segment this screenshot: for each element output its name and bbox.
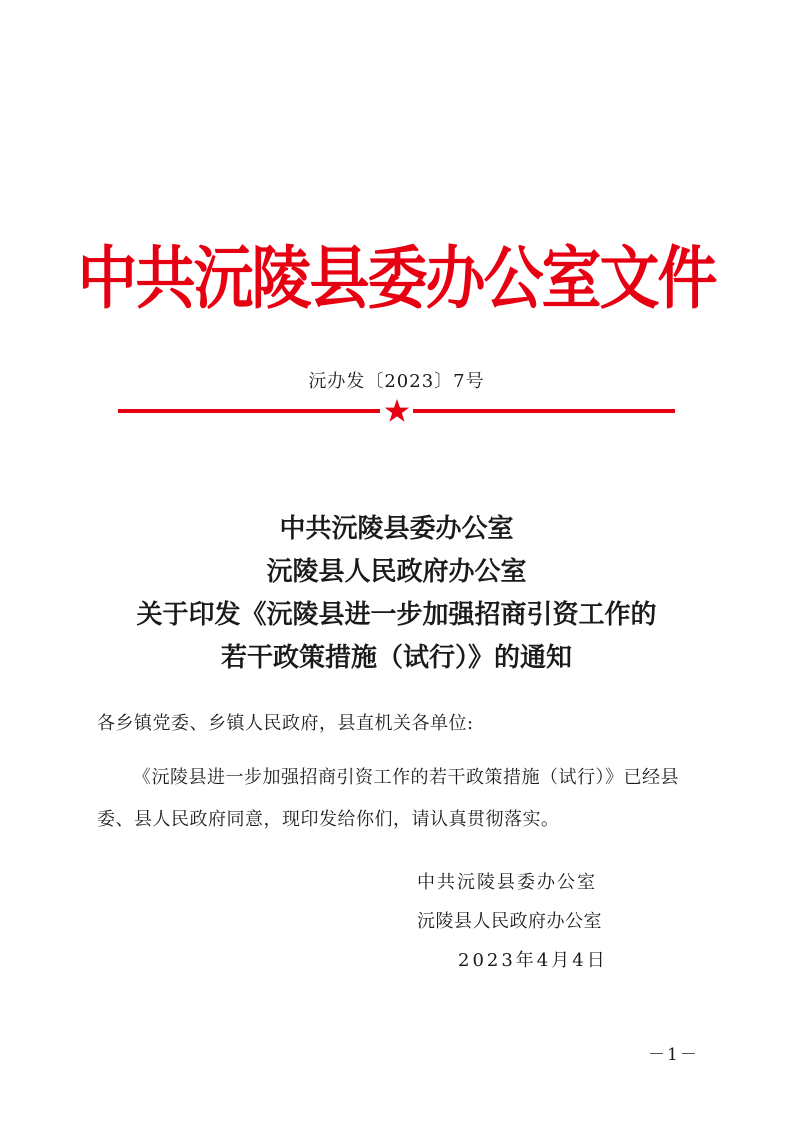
red-rule-right bbox=[413, 409, 675, 413]
page-number: －1－ bbox=[648, 1045, 699, 1065]
salutation: 各乡镇党委、乡镇人民政府，县直机关各单位: bbox=[97, 713, 474, 734]
signature-org-1: 中共沅陵县委办公室 bbox=[417, 872, 597, 893]
title-line: 若干政策措施（试行）》的通知 bbox=[220, 643, 572, 673]
red-rule-left bbox=[118, 409, 380, 413]
document-number: 沅办发〔2023〕7号 bbox=[308, 371, 485, 392]
body-paragraph: 《沅陵县进一步加强招商引资工作的若干政策措施（试行）》已经县委、县人民政府同意，现印发给你们，请认真贯彻落实。 bbox=[97, 767, 679, 830]
signature-org-2: 沅陵县人民政府办公室 bbox=[417, 911, 602, 932]
title-line: 中共沅陵县委办公室 bbox=[279, 514, 514, 544]
signature-date: 2023年4月4日 bbox=[458, 950, 608, 971]
title-line: 关于印发《沅陵县进一步加强招商引资工作的 bbox=[136, 600, 657, 630]
title-line: 沅陵县人民政府办公室 bbox=[266, 557, 527, 587]
document-title bbox=[0, 508, 793, 680]
star-icon bbox=[384, 398, 410, 424]
document-masthead: 中共沅陵县委办公室文件 bbox=[77, 239, 716, 319]
